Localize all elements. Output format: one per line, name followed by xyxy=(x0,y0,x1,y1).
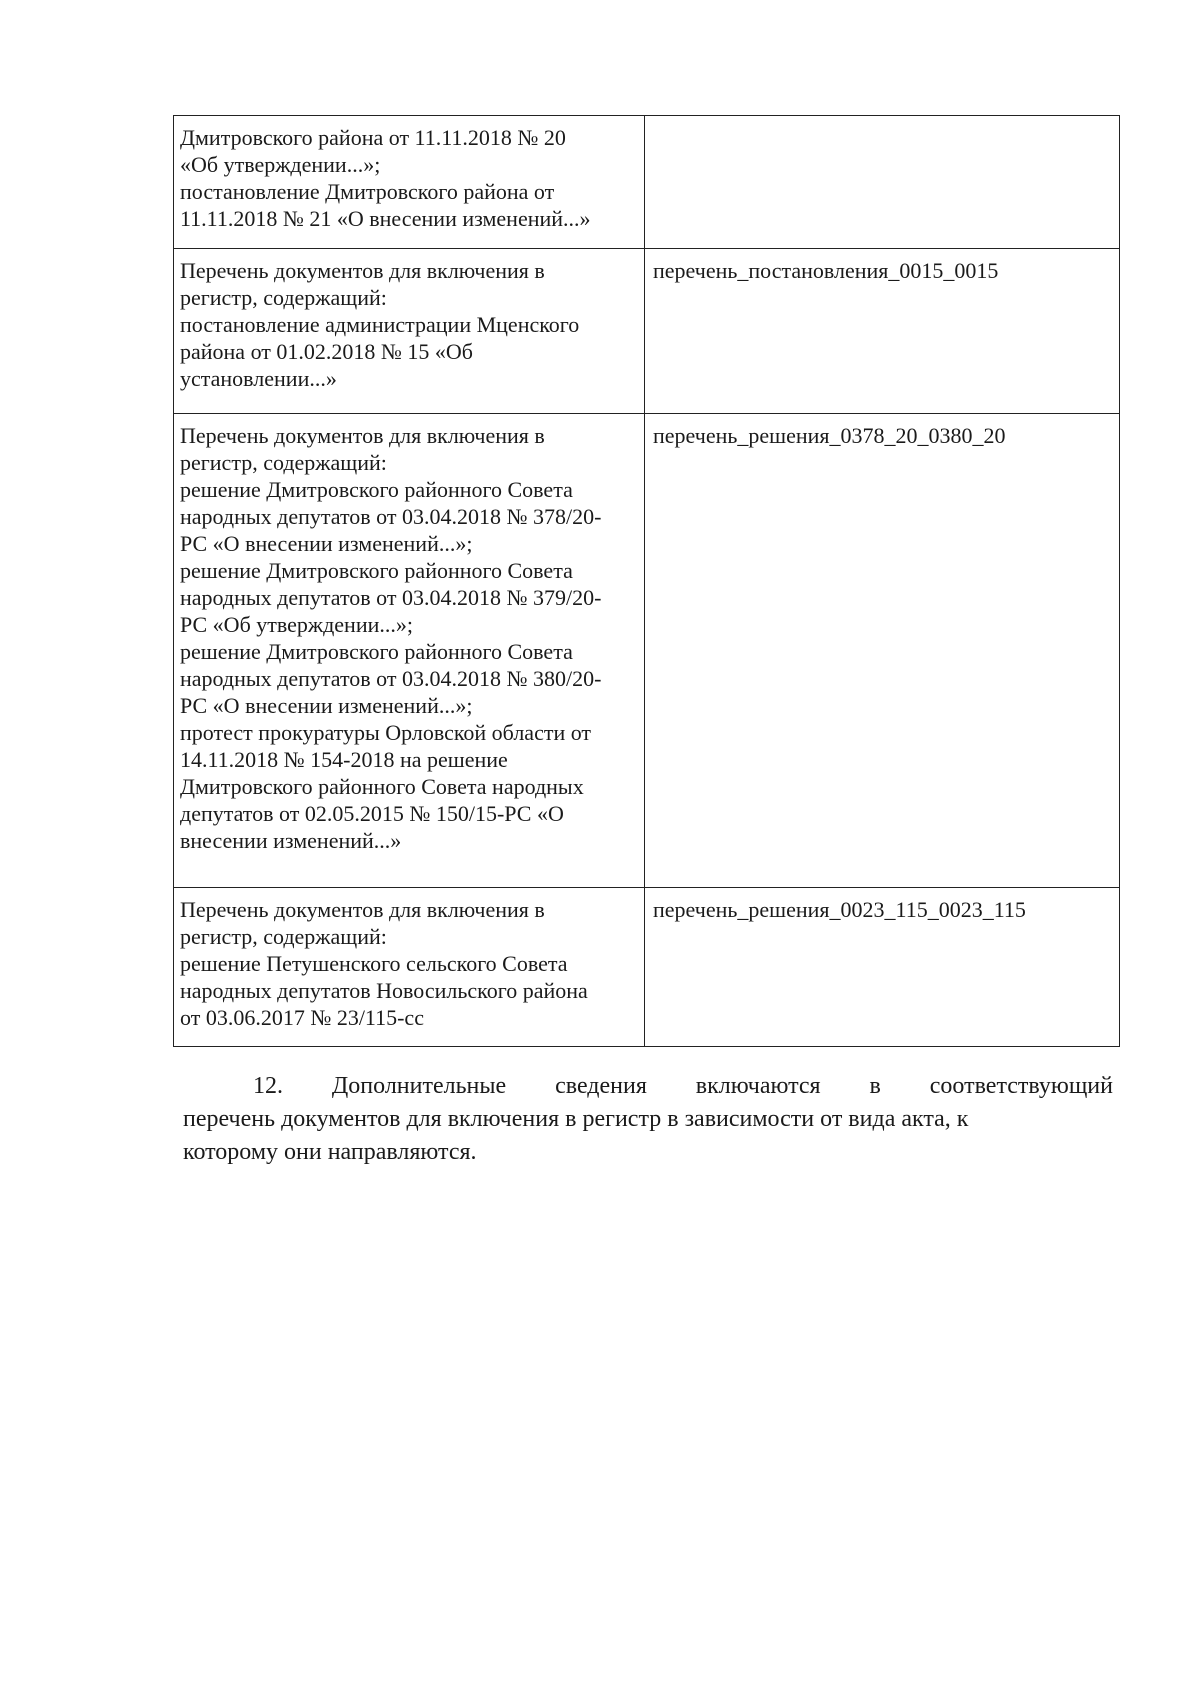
text-line: Дмитровского района от 11.11.2018 № 20 xyxy=(180,125,566,150)
text-line: народных депутатов Новосильского района xyxy=(180,978,588,1003)
paragraph-word: Дополнительные xyxy=(331,1073,507,1099)
text-line: установлении...» xyxy=(180,366,337,391)
text-line: регистр, содержащий: xyxy=(180,450,387,475)
paragraph-word: в xyxy=(869,1073,881,1099)
text-line: Перечень документов для включения в xyxy=(180,897,545,922)
text-line: РС «О внесении изменений...»; xyxy=(180,531,473,556)
text-line: Дмитровского районного Совета народных xyxy=(180,774,584,799)
text-line: народных депутатов от 03.04.2018 № 379/20- xyxy=(180,585,602,610)
text-line: депутатов от 02.05.2015 № 150/15-РС «О xyxy=(180,801,564,826)
text-line: решение Дмитровского районного Совета xyxy=(180,477,573,502)
text-line: народных депутатов от 03.04.2018 № 378/20- xyxy=(180,504,602,529)
text-line: решение Дмитровского районного Совета xyxy=(180,639,573,664)
paragraph-word: включаются xyxy=(695,1073,821,1099)
text-line: регистр, содержащий: xyxy=(180,924,387,949)
text-line: от 03.06.2017 № 23/115-сс xyxy=(180,1005,424,1030)
text-line: Перечень документов для включения в xyxy=(180,258,545,283)
row-3-file-name: перечень_решения_0378_20_0380_20 xyxy=(645,414,1120,888)
paragraph-line: которому они направляются. xyxy=(183,1139,477,1165)
paragraph-line: перечень документов для включения в регистр в зависимости от вида акта, к xyxy=(183,1106,969,1132)
table-row xyxy=(174,116,1120,249)
row-4-description xyxy=(174,888,645,1047)
text-line: 11.11.2018 № 21 «О внесении изменений...» xyxy=(180,206,591,231)
text-line: решение Петушенского сельского Совета xyxy=(180,951,568,976)
row-2-file-name: перечень_постановления_0015_0015 xyxy=(645,249,1120,414)
text-line: Перечень документов для включения в xyxy=(180,423,545,448)
text-line: постановление администрации Мценского xyxy=(180,312,580,337)
text-line: народных депутатов от 03.04.2018 № 380/20- xyxy=(180,666,602,691)
text-line: внесении изменений...» xyxy=(180,828,402,853)
text-line: постановление Дмитровского района от xyxy=(180,179,555,204)
text-line: района от 01.02.2018 № 15 «Об xyxy=(180,339,473,364)
text-line: 14.11.2018 № 154-2018 на решение xyxy=(180,747,508,772)
text-line: РС «Об утверждении...»; xyxy=(180,612,413,637)
row-3-description xyxy=(174,414,645,888)
text-line: регистр, содержащий: xyxy=(180,285,387,310)
paragraph-first-line xyxy=(183,1070,1113,1103)
paragraph-word: 12. xyxy=(253,1073,283,1099)
row-1-file-name xyxy=(645,116,1120,249)
row-4-file-name: перечень_решения_0023_115_0023_115 xyxy=(645,888,1120,1047)
table-row xyxy=(174,414,1120,888)
documents-table xyxy=(173,115,1120,1047)
text-line: решение Дмитровского районного Совета xyxy=(180,558,573,583)
paragraph-word: сведения xyxy=(555,1073,647,1099)
text-line: «Об утверждении...»; xyxy=(180,152,381,177)
row-1-description xyxy=(174,116,645,249)
row-2-description xyxy=(174,249,645,414)
text-line: протест прокуратуры Орловской области от xyxy=(180,720,592,745)
paragraph-12 xyxy=(183,1070,1113,1169)
table-row xyxy=(174,249,1120,414)
paragraph-word: соответствующий xyxy=(929,1073,1113,1099)
text-line: РС «О внесении изменений...»; xyxy=(180,693,473,718)
table-row xyxy=(174,888,1120,1047)
